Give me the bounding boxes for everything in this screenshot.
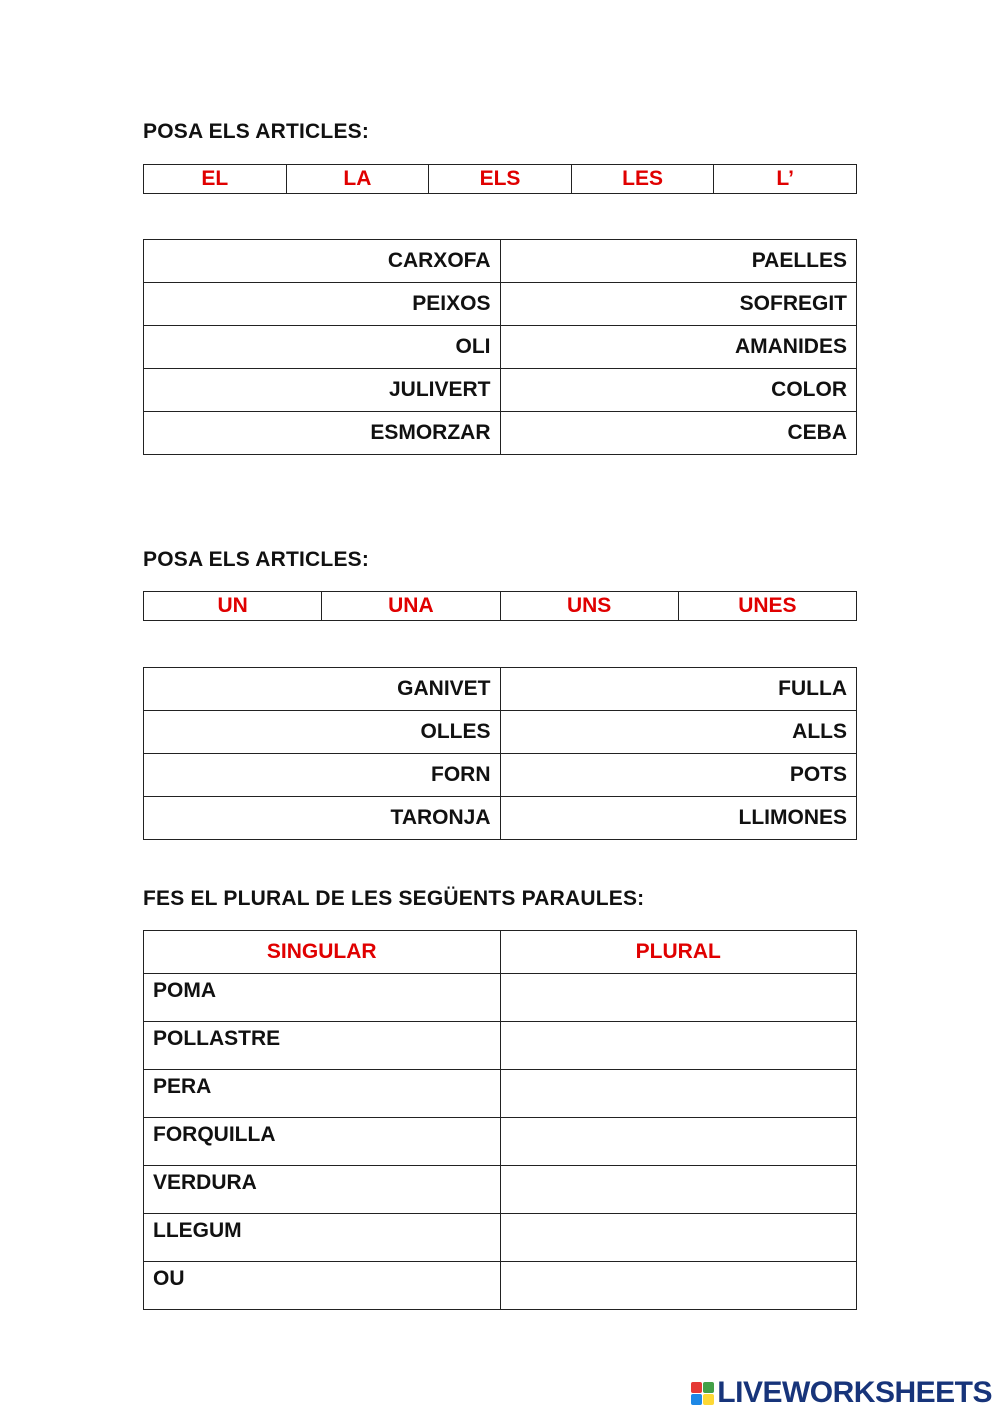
section2-heading: POSA ELS ARTICLES: xyxy=(143,548,370,571)
plural-answer-input[interactable] xyxy=(501,1025,857,1067)
word-cell[interactable]: SOFREGIT xyxy=(500,283,857,326)
table-row xyxy=(144,797,857,840)
word-cell[interactable]: CEBA xyxy=(500,412,857,455)
table-row xyxy=(144,412,857,455)
table-row xyxy=(144,754,857,797)
plural-column-header: PLURAL xyxy=(500,931,857,974)
article-option[interactable]: ELS xyxy=(429,165,572,194)
word-cell[interactable]: TARONJA xyxy=(144,797,501,840)
singular-word: VERDURA xyxy=(144,1166,501,1214)
table-row xyxy=(144,668,857,711)
table-row xyxy=(144,283,857,326)
singular-word: POMA xyxy=(144,974,501,1022)
article-option[interactable]: UNS xyxy=(500,592,678,621)
plural-answer-input[interactable] xyxy=(501,1265,857,1307)
word-cell[interactable]: FORN xyxy=(144,754,501,797)
singular-word: LLEGUM xyxy=(144,1214,501,1262)
plural-answer-cell xyxy=(500,1118,857,1166)
section1-article-bank xyxy=(143,164,857,194)
plural-answer-cell xyxy=(500,1166,857,1214)
article-option[interactable]: L’ xyxy=(714,165,857,194)
plural-answer-input[interactable] xyxy=(501,1169,857,1211)
singular-word: OU xyxy=(144,1262,501,1310)
plural-answer-cell xyxy=(500,974,857,1022)
article-option[interactable]: UNES xyxy=(678,592,856,621)
table-row xyxy=(144,240,857,283)
word-cell[interactable]: CARXOFA xyxy=(144,240,501,283)
article-option[interactable]: EL xyxy=(144,165,287,194)
article-option[interactable]: UNA xyxy=(322,592,500,621)
word-cell[interactable]: FULLA xyxy=(500,668,857,711)
plural-answer-cell xyxy=(500,1022,857,1070)
word-cell[interactable]: COLOR xyxy=(500,369,857,412)
plural-answer-cell xyxy=(500,1070,857,1118)
table-row xyxy=(144,1022,857,1070)
article-option[interactable]: UN xyxy=(144,592,322,621)
article-option[interactable]: LA xyxy=(286,165,429,194)
word-cell[interactable]: ESMORZAR xyxy=(144,412,501,455)
table-row xyxy=(144,974,857,1022)
word-cell[interactable]: JULIVERT xyxy=(144,369,501,412)
word-cell[interactable]: OLI xyxy=(144,326,501,369)
section1-heading: POSA ELS ARTICLES: xyxy=(143,120,370,143)
singular-word: PERA xyxy=(144,1070,501,1118)
word-cell[interactable]: POTS xyxy=(500,754,857,797)
logo-blocks-icon xyxy=(691,1382,714,1405)
plural-answer-input[interactable] xyxy=(501,1121,857,1163)
word-cell[interactable]: ALLS xyxy=(500,711,857,754)
table-row xyxy=(144,1166,857,1214)
section2-article-bank xyxy=(143,591,857,621)
table-row xyxy=(144,711,857,754)
section2-words-table xyxy=(143,667,857,840)
word-cell[interactable]: PEIXOS xyxy=(144,283,501,326)
plural-answer-input[interactable] xyxy=(501,977,857,1019)
logo-text: LIVEWORKSHEETS xyxy=(717,1376,992,1409)
singular-column-header: SINGULAR xyxy=(144,931,501,974)
table-row xyxy=(144,326,857,369)
plural-answer-cell xyxy=(500,1262,857,1310)
word-cell[interactable]: AMANIDES xyxy=(500,326,857,369)
table-row xyxy=(144,1070,857,1118)
plural-answer-cell xyxy=(500,1214,857,1262)
singular-word: FORQUILLA xyxy=(144,1118,501,1166)
table-row xyxy=(144,1118,857,1166)
section1-words-table xyxy=(143,239,857,455)
plural-answer-input[interactable] xyxy=(501,1073,857,1115)
singular-word: POLLASTRE xyxy=(144,1022,501,1070)
word-cell[interactable]: PAELLES xyxy=(500,240,857,283)
plural-table xyxy=(143,930,857,1310)
word-cell[interactable]: LLIMONES xyxy=(500,797,857,840)
article-option[interactable]: LES xyxy=(571,165,714,194)
word-cell[interactable]: GANIVET xyxy=(144,668,501,711)
liveworksheets-logo xyxy=(691,1376,992,1410)
word-cell[interactable]: OLLES xyxy=(144,711,501,754)
section3-heading: FES EL PLURAL DE LES SEGÜENTS PARAULES: xyxy=(143,887,645,910)
table-row xyxy=(144,1262,857,1310)
table-row xyxy=(144,369,857,412)
table-header-row xyxy=(144,931,857,974)
table-row xyxy=(144,1214,857,1262)
plural-answer-input[interactable] xyxy=(501,1217,857,1259)
